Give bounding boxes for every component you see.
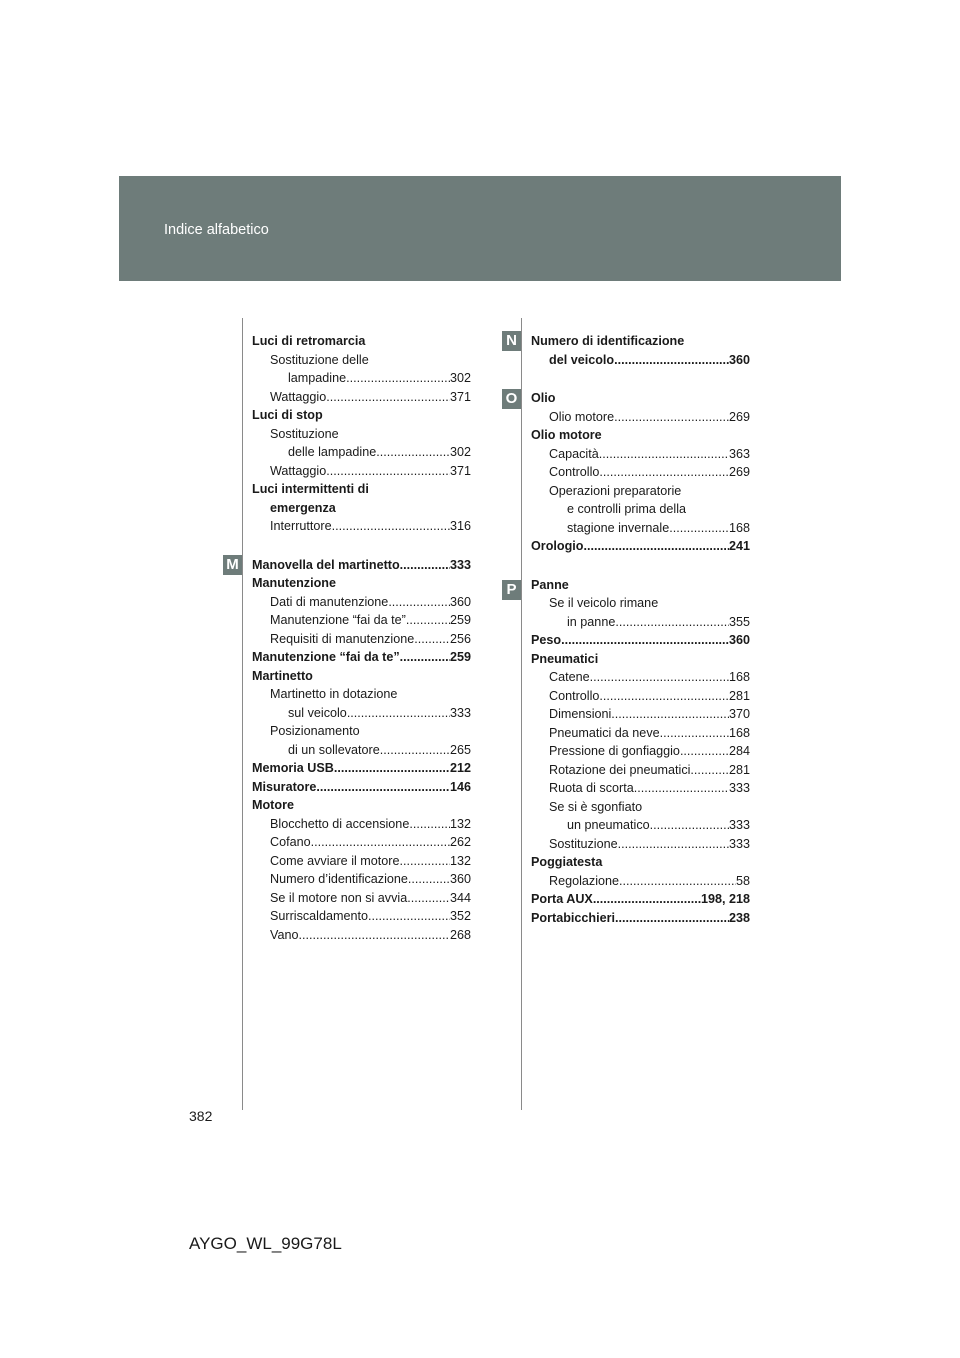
index-entry: Regolazione ..... 58 xyxy=(531,872,750,891)
index-subheading: Se si è sgonfiato xyxy=(549,799,643,814)
index-heading-entry: Memoria USB ..... 212 xyxy=(252,759,471,778)
index-heading: Olio motore xyxy=(531,428,602,442)
page-number: 382 xyxy=(189,1108,213,1124)
index-entry: Blocchetto di accensione ..... 132 xyxy=(252,815,471,834)
index-heading-entry: Manovella del martinetto ..... 333 xyxy=(252,556,471,575)
section-letter-m: M xyxy=(223,555,242,575)
index-entry: delle lampadine ..... 302 xyxy=(252,443,471,462)
index-entry: Come avviare il motore ..... 132 xyxy=(252,852,471,871)
index-entry: Numero d’identificazione ..... 360 xyxy=(252,870,471,889)
index-entry: Dimensioni ..... 370 xyxy=(531,705,750,724)
index-subheading: Sostituzione xyxy=(270,426,339,441)
index-entry: di un sollevatore ..... 265 xyxy=(252,741,471,760)
section-letter-o: O xyxy=(502,389,521,409)
section-letter-p: P xyxy=(502,580,521,600)
index-heading-entry: Manutenzione “fai da te” ..... 259 xyxy=(252,648,471,667)
index-heading: Panne xyxy=(531,577,569,592)
index-heading-continued: emergenza xyxy=(270,500,336,515)
index-column-left xyxy=(252,332,471,944)
index-heading: Luci di stop xyxy=(252,408,323,422)
index-entry: Ruota di scorta ..... 333 xyxy=(531,779,750,798)
index-heading: Motore xyxy=(252,798,294,812)
index-entry: Rotazione dei pneumatici ..... 281 xyxy=(531,761,750,780)
index-entry: Vano ..... 268 xyxy=(252,926,471,945)
index-heading: Pneumatici xyxy=(531,651,599,666)
index-entry: un pneumatico ..... 333 xyxy=(531,816,750,835)
index-subheading-continued: e controlli prima della xyxy=(567,502,686,516)
index-entry: Wattaggio ..... 371 xyxy=(252,462,471,481)
index-subheading: Operazioni preparatorie xyxy=(549,483,682,498)
index-heading: Martinetto xyxy=(252,668,313,683)
index-entry: Controllo ..... 269 xyxy=(531,463,750,482)
index-entry: Cofano ..... 262 xyxy=(252,833,471,852)
index-entry: Pressione di gonfiaggio ..... 284 xyxy=(531,742,750,761)
index-subheading: Martinetto in dotazione xyxy=(270,687,398,701)
index-entry: stagione invernale ..... 168 xyxy=(531,519,750,538)
index-heading-entry: Orologio ..... 241 xyxy=(531,537,750,556)
column-divider-left xyxy=(242,318,243,1110)
index-entry: Olio motore ..... 269 xyxy=(531,408,750,427)
column-divider-right xyxy=(521,318,522,1110)
index-subheading: Se il veicolo rimane xyxy=(549,596,659,610)
document-code: AYGO_WL_99G78L xyxy=(189,1234,342,1253)
index-heading: Olio xyxy=(531,391,556,405)
index-heading-entry: Misuratore ..... 146 xyxy=(252,778,471,797)
index-entry: sul veicolo ..... 333 xyxy=(252,704,471,723)
index-entry: Capacità ..... 363 xyxy=(531,445,750,464)
header-title: Indice alfabetico xyxy=(164,222,269,238)
index-entry: in panne ..... 355 xyxy=(531,613,750,632)
index-entry: Controllo ..... 281 xyxy=(531,687,750,706)
index-heading: Luci intermittenti di xyxy=(252,482,369,496)
index-heading-entry: Peso ..... 360 xyxy=(531,631,750,650)
index-entry: Interruttore ..... 316 xyxy=(252,517,471,536)
index-entry: lampadine ..... 302 xyxy=(252,369,471,388)
index-heading-entry: Porta AUX ..... 198, 218 xyxy=(531,890,750,909)
index-entry: Catene ..... 168 xyxy=(531,668,750,687)
index-entry: Wattaggio ..... 371 xyxy=(252,388,471,407)
index-entry: Pneumatici da neve ..... 168 xyxy=(531,724,750,743)
index-entry: Sostituzione ..... 333 xyxy=(531,835,750,854)
index-entry: Dati di manutenzione ..... 360 xyxy=(252,593,471,612)
index-heading: Numero di identificazione xyxy=(531,334,685,348)
index-entry: Requisiti di manutenzione ..... 256 xyxy=(252,630,471,649)
index-subheading: Sostituzione delle xyxy=(270,352,369,367)
index-heading: Poggiatesta xyxy=(531,855,603,869)
section-letter-n: N xyxy=(502,331,521,351)
index-entry: Se il motore non si avvia ..... 344 xyxy=(252,889,471,908)
index-heading: Luci di retromarcia xyxy=(252,334,366,348)
index-heading: Manutenzione xyxy=(252,576,336,590)
index-column-right xyxy=(531,332,750,927)
index-entry: Surriscaldamento ..... 352 xyxy=(252,907,471,926)
index-heading-entry: Portabicchieri ..... 238 xyxy=(531,909,750,928)
index-subheading: Posizionamento xyxy=(270,724,360,738)
page-header xyxy=(119,176,841,281)
index-entry: Manutenzione “fai da te” ..... 259 xyxy=(252,611,471,630)
index-heading-entry: del veicolo ..... 360 xyxy=(531,351,750,370)
